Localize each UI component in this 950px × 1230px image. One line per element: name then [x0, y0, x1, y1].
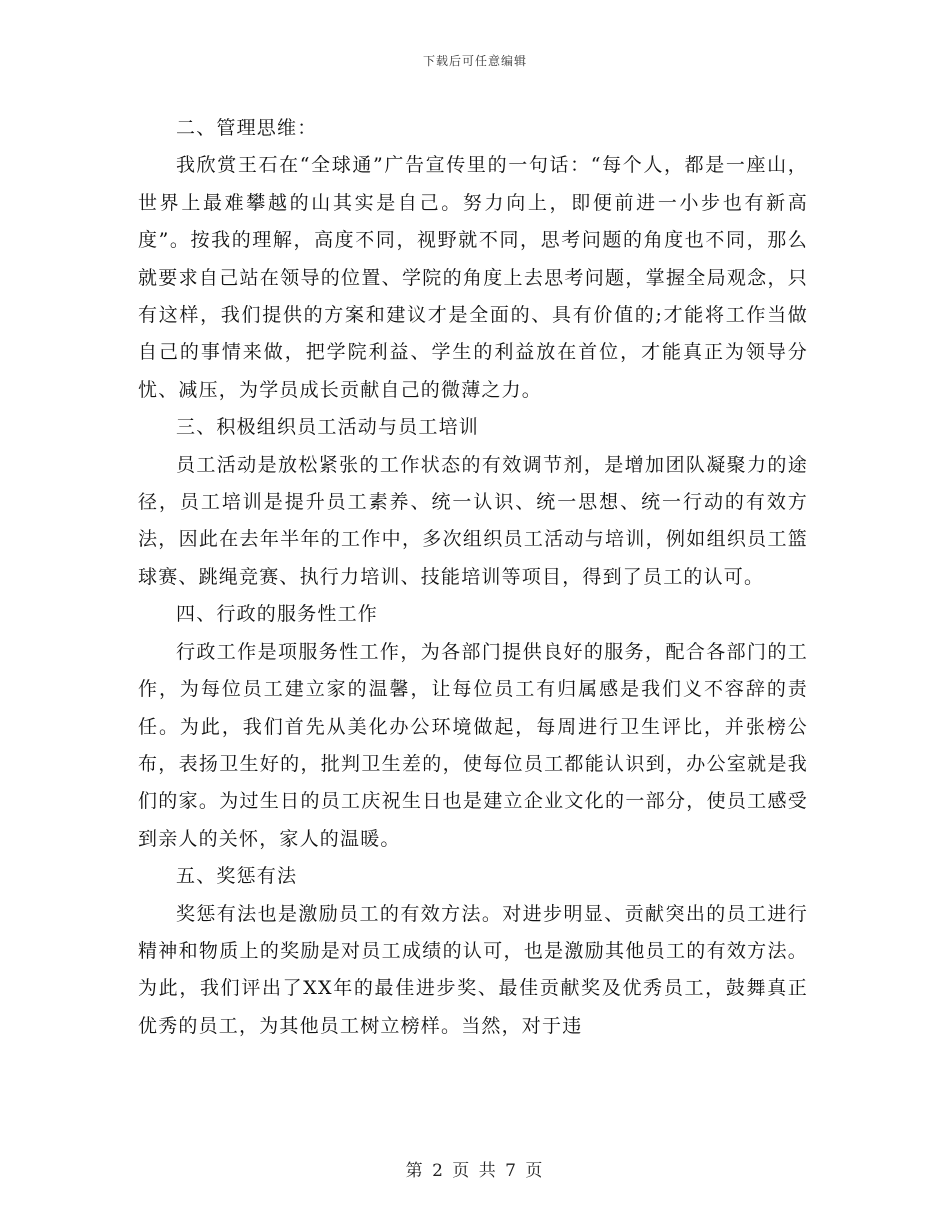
section-paragraph-rewards-penalties: 奖惩有法也是激励员工的有效方法。对进步明显、贡献突出的员工进行精神和物质上的奖励是对员工成绩的认可，也是激励其他员工的有效方法。为此，我们评出了XX年的最佳进步奖、最佳贡献奖及优秀员工，鼓舞真正优秀的员工，为其他员工树立榜样。当然，对于违	[138, 902, 808, 1037]
section-paragraph-admin-service: 行政工作是项服务性工作，为各部门提供良好的服务，配合各部门的工作，为每位员工建立家的温馨，让每位员工有归属感是我们义不容辞的责任。为此，我们首先从美化办公环境做起，每周进行卫生评比，并张榜公布，表扬卫生好的，批判卫生差的，使每位员工都能认识到，办公室就是我们的家。为过生日的员工庆祝生日也是建立企业文化的一部分，使员工感受到亲人的关怀，家人的温暖。	[138, 640, 808, 850]
section-heading-staff-activities: 三、积极组织员工活动与员工培训	[176, 416, 480, 439]
document-body	[138, 110, 808, 1045]
page-number-footer: 第 2 页 共 7 页	[405, 1161, 545, 1181]
section-heading-rewards-penalties: 五、奖惩有法	[176, 865, 298, 888]
section-heading-admin-service: 四、行政的服务性工作	[176, 603, 379, 626]
section-paragraph-management-thinking: 我欣赏王石在“全球通”广告宣传里的一句话：“每个人，都是一座山，世界上最难攀越的山其实是自己。努力向上，即便前进一小步也有新高度”。按我的理解，高度不同，视野就不同，思考问题的角度也不同，那么就要求自己站在领导的位置、学院的角度上去思考问题，掌握全局观念，只有这样，我们提供的方案和建议才是全面的、具有价值的;才能将工作当做自己的事情来做，把学院利益、学生的利益放在首位，才能真正为领导分忧、减压，为学员成长贡献自己的微薄之力。	[138, 154, 808, 401]
page-header: 下载后可任意编辑	[422, 54, 527, 68]
section-paragraph-staff-activities: 员工活动是放松紧张的工作状态的有效调节剂，是增加团队凝聚力的途径，员工培训是提升员工素养、统一认识、统一思想、统一行动的有效方法，因此在去年半年的工作中，多次组织员工活动与培训，例如组织员工篮球赛、跳绳竞赛、执行力培训、技能培训等项目，得到了员工的认可。	[138, 453, 808, 588]
section-heading-management-thinking: 二、管理思维：	[176, 117, 318, 139]
